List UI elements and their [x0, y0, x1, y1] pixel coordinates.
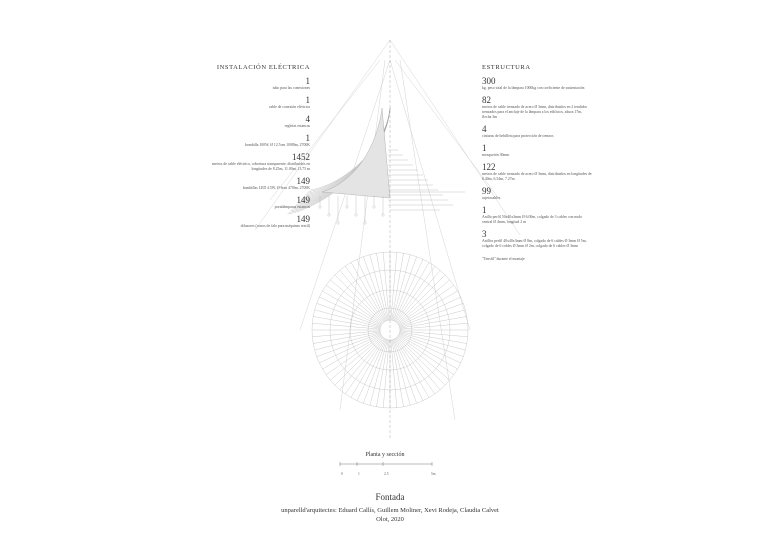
project-title: Fontada	[375, 492, 405, 502]
structure-note: "Tensfil" durante el montaje	[482, 257, 525, 261]
electrical-item	[196, 134, 310, 148]
item-description: metros de cable eléctrico, cobertura transparente, distribuidos en longitudes de 8.25m, 11.00m, 13.75 m	[212, 162, 310, 171]
structure-item	[482, 206, 592, 225]
electrical-item	[196, 196, 310, 210]
bulb-shape	[337, 222, 339, 224]
plan-radial-line	[396, 270, 440, 322]
item-description: cinturas de hebilleta para protección de trenzos	[482, 134, 554, 138]
plan-radial-line	[363, 257, 386, 321]
item-number: 1	[305, 95, 310, 105]
item-description: difusores (conos de falo para máquinas textil)	[240, 224, 310, 228]
plan-radial-line	[391, 252, 397, 320]
item-description: bombillas LED 4.5W, Ø 6cm 470lm, 2700K	[242, 186, 310, 190]
plan-radial-line	[398, 280, 450, 324]
plan-radial-line	[383, 252, 389, 320]
plan-radial-line	[394, 339, 423, 401]
plan-radial-line	[393, 257, 416, 321]
item-number: 4	[482, 124, 487, 134]
item-number: 122	[482, 162, 496, 172]
anchor-cable-line	[400, 60, 455, 420]
plan-radial-line	[363, 339, 386, 403]
plan-radial-line	[340, 338, 384, 390]
item-number: 149	[296, 195, 310, 205]
electrical-item	[196, 96, 310, 110]
item-description: Anillo perfil 50x40x3mm Ø 6.00m, colgado de 3 cables con nudo central Ø 4mm, longitud 2 m	[482, 215, 582, 224]
plan-radial-line	[399, 303, 463, 326]
item-number: 4	[305, 114, 310, 124]
item-number: 149	[296, 176, 310, 186]
authors: unparelld'arquitectes: Eduard Callís, Guillem Moliner, Xevi Rodeja, Claudia Calvet	[281, 507, 499, 514]
plan-radial-line	[357, 339, 386, 401]
item-number: 1	[305, 133, 310, 143]
plan-radial-line	[317, 303, 381, 326]
lamp-section	[288, 108, 466, 224]
item-description: sujetacables	[482, 196, 501, 200]
scale-title: Planta y sección	[365, 452, 405, 458]
structure-item	[482, 230, 592, 249]
plan-radial-line	[312, 331, 380, 337]
item-description: metros de cable trenzado de acero Ø 3mm, distribuidos en longitudes de 6.40m, 6.54m, 7.27m	[482, 172, 592, 181]
plan-radial-line	[319, 297, 381, 326]
credits	[0, 492, 780, 524]
item-description: regletas estancas	[284, 124, 310, 128]
plan-radial-line	[326, 336, 382, 375]
item-description: cable de conexión eléctrica	[268, 105, 310, 109]
item-description: kg. peso total de la lámpara 1000kg con coeficiente de sustentación	[482, 86, 585, 90]
item-number: 300	[482, 76, 496, 86]
bulb-shape	[328, 214, 330, 216]
plan-radial-line	[397, 337, 445, 385]
item-description: bombilla 100W, Ø 12.5cm 1008lm, 2700K	[244, 143, 310, 147]
structure-heading: ESTRUCTURA	[482, 64, 531, 71]
structure-item	[482, 77, 592, 91]
item-number: 1	[482, 143, 487, 153]
scale-ticks	[330, 458, 440, 476]
plan-radial-line	[398, 336, 454, 375]
bulb-shape	[355, 214, 357, 216]
scale-bar	[330, 452, 440, 476]
item-number: 149	[296, 214, 310, 224]
bulb-shape	[346, 206, 348, 208]
structure-item	[482, 144, 592, 158]
plan-radial-line	[326, 285, 382, 324]
plan-radial-line	[397, 275, 445, 323]
item-description: Anillos perfil 40x40x3mm Ø 8m, colgado de 6 cables Ø 3mm Ø 5m, colgado de 6 cables Ø 3mm Ø 2m, colgado de 6 cables Ø 3mm	[482, 239, 587, 248]
plan-radial-line	[345, 338, 384, 394]
electrical-item	[196, 153, 310, 172]
plan-radial-line	[393, 339, 416, 403]
plan-radial-line	[335, 275, 383, 323]
plan-radial-line	[357, 259, 386, 321]
electrical-item	[196, 115, 310, 129]
plan-radial-line	[394, 259, 423, 321]
item-description: tubo para las conexiones	[272, 86, 310, 90]
structure-item	[482, 163, 592, 182]
item-description: metros de cable trenzado de acero Ø 3mm, distribuidos en 2 tendidos trenzados para el anclaje de la lámpara a los edificios, altura 17m, flecha 3m	[482, 105, 588, 119]
electrical-installation-column	[196, 64, 310, 234]
plan-radial-line	[383, 340, 389, 408]
plan-radial-line	[345, 266, 384, 322]
plan-radial-line	[400, 331, 468, 337]
structure-item	[482, 96, 592, 120]
item-number: 82	[482, 95, 491, 105]
item-number: 1452	[292, 152, 310, 162]
item-number: 99	[482, 186, 491, 196]
item-number: 3	[482, 229, 487, 239]
place-date: Olot, 2020	[376, 516, 404, 523]
plan-radial-line	[399, 334, 461, 363]
bulb-shape	[319, 206, 321, 208]
plan-radial-line	[399, 333, 463, 356]
plan-radial-line	[317, 333, 381, 356]
plan-radial-line	[312, 323, 380, 329]
plan-radial-line	[330, 280, 382, 324]
scale-tick-label: 0	[341, 472, 343, 476]
plan-radial-line	[396, 338, 435, 394]
structure-item	[482, 187, 592, 201]
bulb-shape	[382, 214, 384, 216]
plan-radial-line	[398, 336, 450, 380]
scale-tick-label: 1	[358, 472, 360, 476]
plan-radial-line	[340, 270, 384, 322]
plan-radial-line	[396, 266, 435, 322]
item-description: mosquetón 30mm	[482, 153, 510, 157]
scale-tick-label: 2.5	[384, 472, 389, 476]
electrical-item	[196, 215, 310, 229]
plan-radial-line	[396, 338, 440, 390]
plan-radial-line	[330, 336, 382, 380]
plan-radial-line	[400, 323, 468, 329]
item-description: portalámparas estancos	[274, 205, 310, 209]
plan-radial-line	[319, 334, 381, 363]
structure-column	[482, 64, 592, 262]
structure-item	[482, 125, 592, 139]
plan-radial-line	[399, 297, 461, 326]
electrical-item	[196, 77, 310, 91]
bulb-shape	[373, 206, 375, 208]
item-number: 1	[482, 205, 487, 215]
electrical-item	[196, 177, 310, 191]
plan-radial-line	[398, 285, 454, 324]
electrical-heading: INSTALACIÓN ELÉCTRICA	[216, 64, 310, 71]
plan-radial-line	[335, 337, 383, 385]
item-number: 1	[305, 76, 310, 86]
plan-radial-line	[391, 340, 397, 408]
scale-tick-label: 5m	[431, 472, 436, 476]
